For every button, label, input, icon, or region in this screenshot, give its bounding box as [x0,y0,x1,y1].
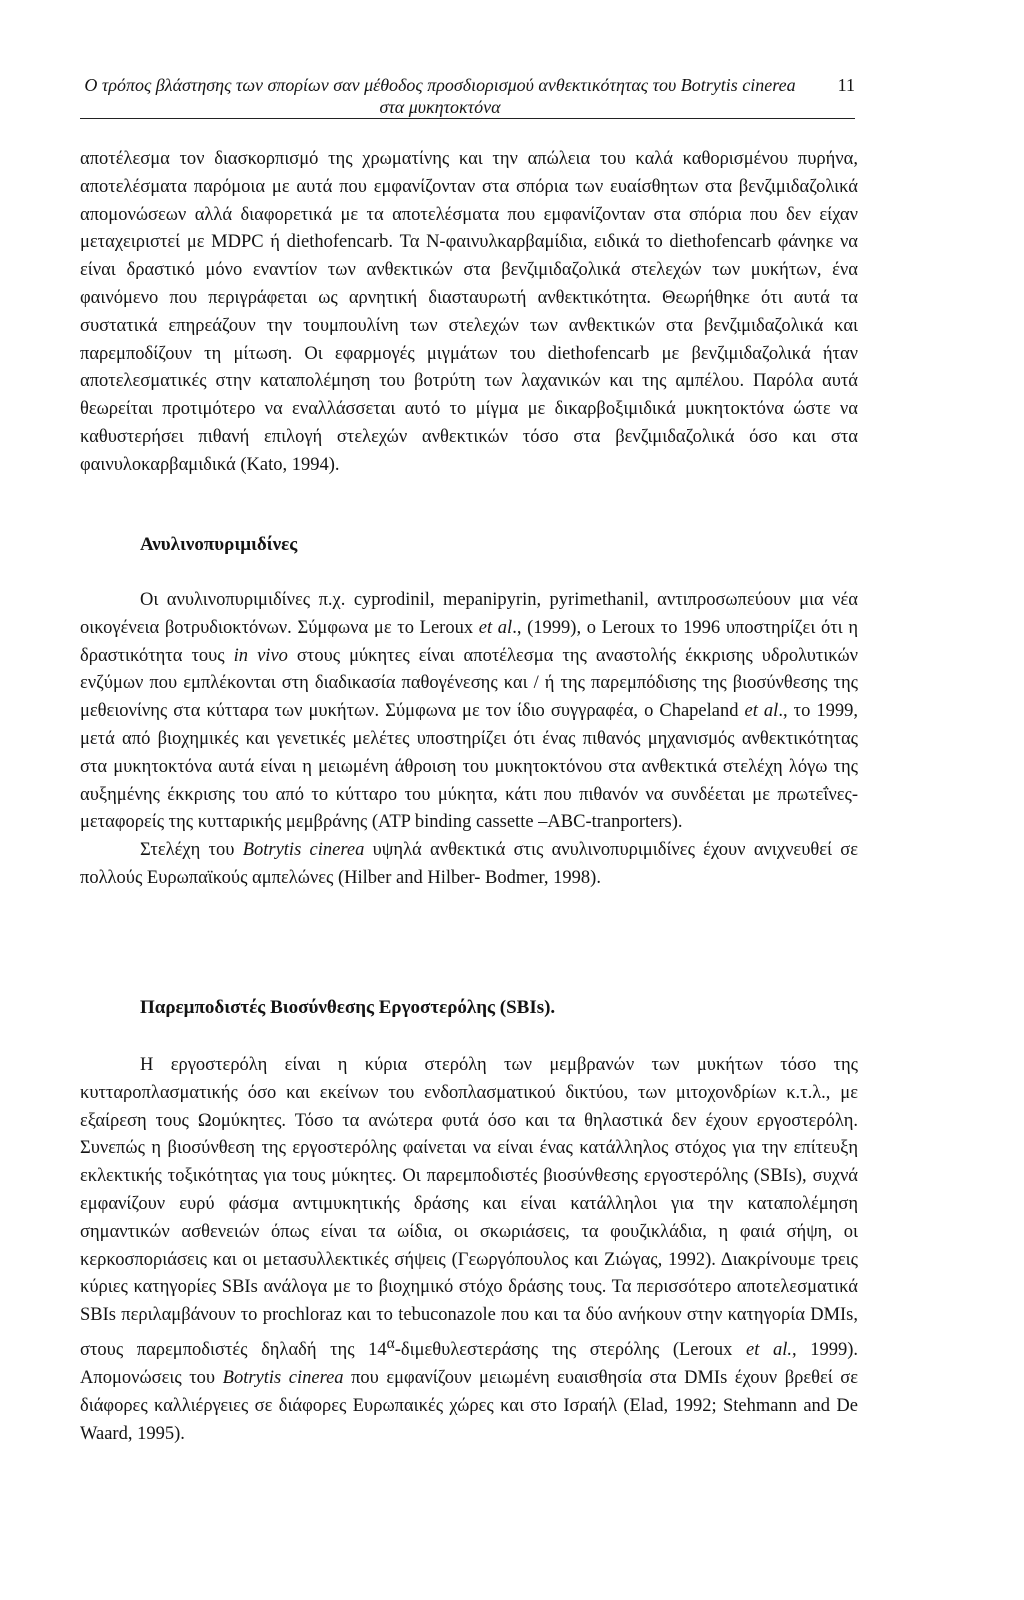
header-rule [80,118,855,119]
section-heading-sbis: Παρεμποδιστές Βιοσύνθεσης Εργοστερόλης (SBIs). [140,997,556,1018]
paragraph-text: ., το 1999, μετά από βιοχημικές και γενετικές μελέτες υποστηρίζει ότι ένας πιθανός μηχανισμός ανθεκτικότητας στα μυκητοκτόνα αυτά είναι η μειωμένη άθροιση του μυκητοκτόνου στα ανθεκτικά στελέχη λόγω της αυξημένης έκκρισης του από το κύτταρο του μύκητα, κάτι που πιθανόν να συνδέεται με πρωτεΐνες-μεταφορείς της κυτταρικής μεμβράνης (ATP binding cassette –ABC-tranporters). [80,701,858,833]
section-continuation [80,146,858,480]
paragraph-text: -διμεθυλεστεράσης της στερόλης (Leroux [394,1340,747,1361]
paragraph-text: υψηλά ανθεκτικά στις ανυλινοπυριμιδίνες έχουν ανιχνευθεί σε πολλούς Ευρωπαϊκούς αμπελώνες (Hilber and Hilber- Bodmer, 1998). [80,840,859,888]
section-sbis [80,1052,858,1448]
italic-text: et al [744,701,779,722]
paragraph-text: ., (1999), ο Leroux το 1996 υποστηρίζει ότι η δραστικότητα τους [80,617,858,666]
paragraph-text: Η εργοστερόλη είναι η κύρια στερόλη των μεμβρανών των μυκήτων τόσο της κυτταροπλασματικής όσο και εκείνων του ενδοπλασματικού δικτύου, των μιτοχονδρίων κ.τ.λ., με εξαίρεση τους Ωομύκητες. Τόσο τα ανώτερα φυτά όσο και τα θηλαστικά δεν έχουν εργοστερόλη. Συνεπώς η βιοσύνθεση της εργοστερόλης φαίνεται να είναι ένας κατάλληλος στόχος για την επίτευξη εκλεκτικής τοξικότητας για τους μύκητες. Οι παρεμποδιστές βιοσύνθεσης εργοστερόλης (SBIs), συχνά εμφανίζουν ευρύ φάσμα αντιμυκητικής δράσης και είναι κατάλληλοι για την καταπολέμηση σημαντικών ασθενειών όπως είναι τα ωίδια, οι σκωριάσεις, τα φουζικλάδια, η φαιά σήψη, οι κερκοσποριάσεις και οι μετασυλλεκτικές σήψεις (Γεωργόπουλος και Ζιώγας, 1992). Διακρίνουμε τρεις κύριες κατηγορίες SBIs ανάλογα με το βιοχημικό στόχο δράσης τους. Τα περισσότερο αποτελεσματικά SBIs περιλαμβάνουν το prochloraz και το tebuconazole που και τα δύο ανήκουν στην κατηγορία DMIs, στους παρεμποδιστές δηλαδή της 14 [80,1055,858,1361]
paragraph [80,587,858,837]
page-number: 11 [837,75,855,95]
paragraph-text: Στελέχη του [140,840,243,861]
italic-text: et al. [746,1340,792,1361]
running-header [80,74,855,120]
running-header-title: Ο τρόπος βλάστησης των σπορίων σαν μέθοδος προσδιορισμού ανθεκτικότητας του Botrytis cinerea στα μυκητοκτόνα [84,75,796,117]
superscript: α [386,1334,395,1352]
paragraph-text: αποτέλεσμα τον διασκορπισμό της χρωματίνης και την απώλεια του καλά καθορισμένου πυρήνα, αποτελέσματα παρόμοια με αυτά που εμφανίζονταν στα σπόρια των ευαίσθητων στα βενζιμιδαζολικά απομονώσεων αλλά διαφορετικά με τα αποτελέσματα που εμφανίζονταν στα σπόρια που δεν είχαν μεταχειριστεί με MDPC ή diethofencarb. Τα Ν-φαινυλκαρβαμίδια, ειδικά το diethofencarb φάνηκε να είναι δραστικό μόνο εναντίον των ανθεκτικών στα βενζιμιδαζολικά στελεχών των μυκήτων, ένα φαινόμενο που περιγράφεται ως αρνητική διασταυρωτή ανθεκτικότητα. Θεωρήθηκε ότι αυτά τα συστατικά επηρεάζουν την τουμπουλίνη των στελεχών των ανθεκτικών στα βενζιμιδαζολικά και παρεμποδίζουν τη μίτωση. Οι εφαρμογές μιγμάτων του diethofencarb με βενζιμιδαζολικά ήταν αποτελεσματικές στην καταπολέμηση του βοτρύτη των λαχανικών και της αμπέλου. Παρόλα αυτά θεωρείται προτιμότερο να εναλλάσσεται αυτό το μίγμα με δικαρβοξιμιδικά μυκητοκτόνα ώστε να καθυστερήσει πιθανή επιλογή στελεχών ανθεκτικών τόσο στα βενζιμιδαζολικά όσο και στα φαινυλοκαρβαμιδικά (Kato, 1994). [80,149,858,475]
paragraph [80,1052,858,1448]
italic-text: Botrytis cinerea [242,840,365,861]
italic-text: Botrytis cinerea [222,1367,344,1388]
paragraph [80,146,858,480]
paragraph-text: Οι ανυλινοπυριμιδίνες π.χ. cyprodinil, mepanipyrin, pyrimethanil, αντιπροσωπεύουν μια νέα οικογένεια βοτρυδιοκτόνων. Σύμφωνα με το Leroux [80,590,858,638]
paragraph [80,837,858,893]
paragraph-text: , 1999). Απομονώσεις του [80,1340,858,1388]
paragraph-text: στους μύκητες είναι αποτέλεσμα της αναστολής έκκρισης υδρολυτικών ενζύμων που εμπλέκονται στη διαδικασία παθογένεσης και / ή της παρεμπόδισης της βιοσύνθεσης της μεθειονίνης στα κύτταρα των μυκήτων. Σύμφωνα με τον ίδιο συγγραφέα, ο Chapeland [80,645,858,722]
italic-text: et al [478,617,513,638]
section-heading-anilinopyrimidines: Ανυλινοπυριμιδίνες [140,534,298,555]
italic-text: in vivo [233,645,288,666]
section-anilinopyrimidines [80,587,858,893]
paragraph-text: που εμφανίζουν μειωμένη ευαισθησία στα DMIs έχουν βρεθεί σε διάφορες καλλιέργειες σε διάφορες Ευρωπαικές χώρες και στο Ισραήλ (Elad, 1992; Stehmann and De Waard, 1995). [80,1367,858,1444]
